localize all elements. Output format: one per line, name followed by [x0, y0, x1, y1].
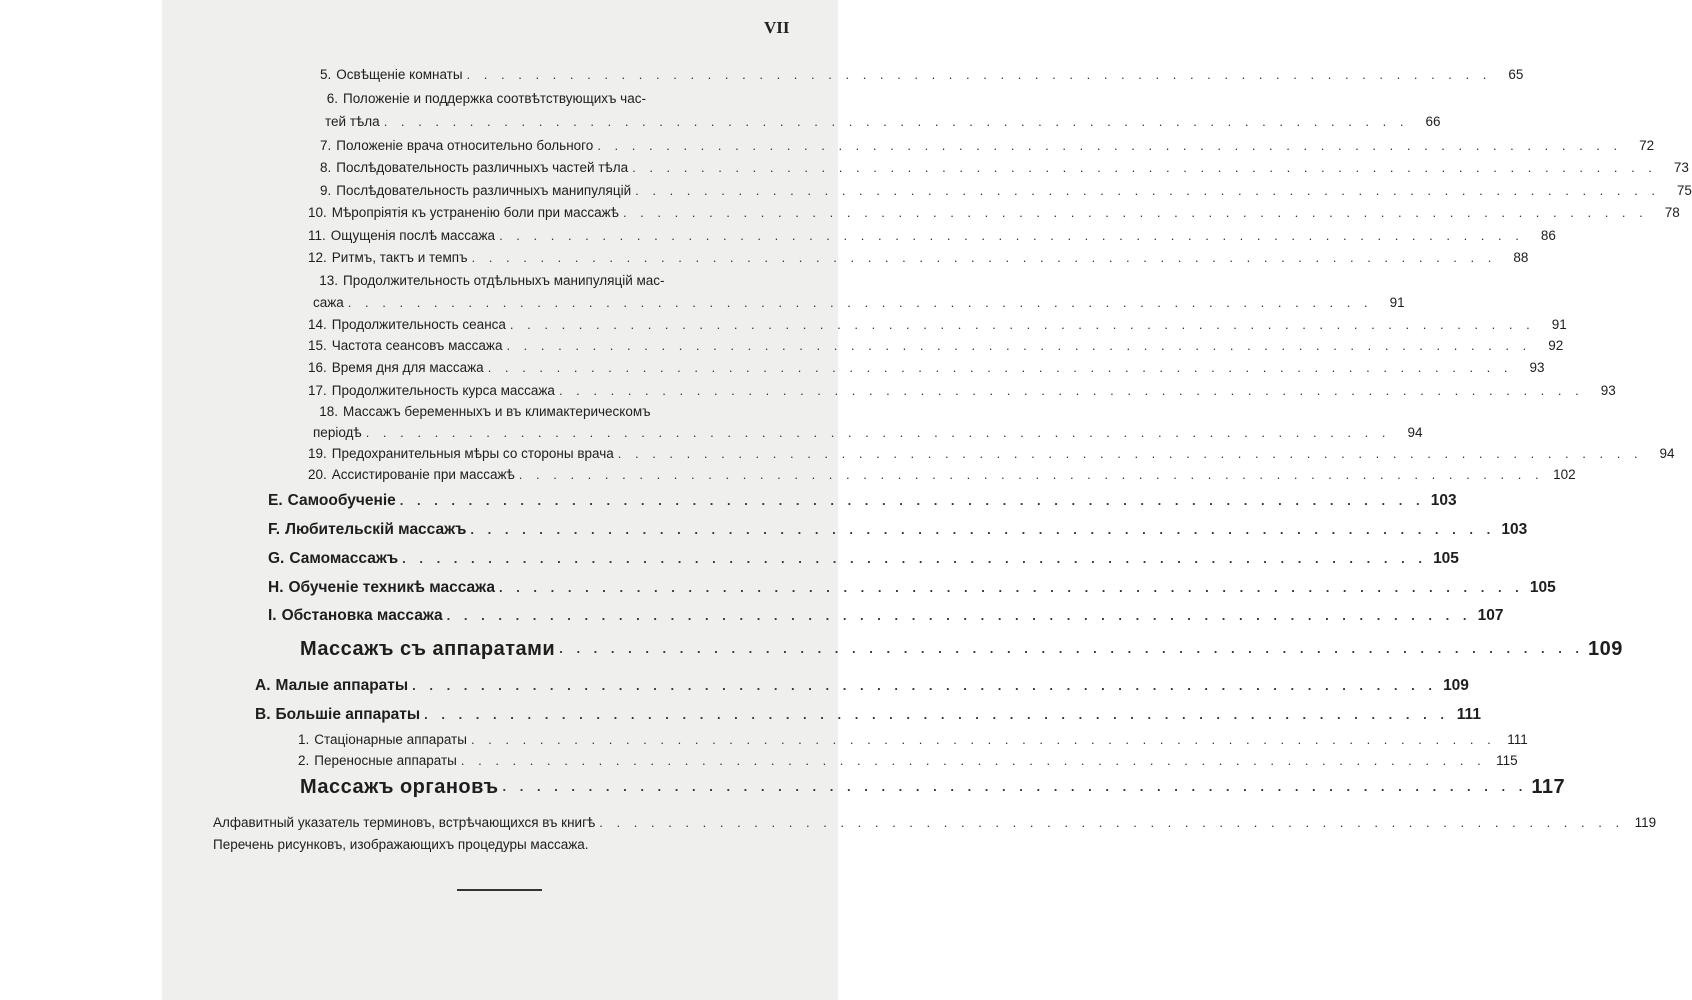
toc-entry-number: A. [255, 677, 271, 694]
dot-leader: . . . . . . . . . . . . . . . . . . . . . . . . . . . . . . . . . . . . . . . . . . . . . . . . . . . . . . . . . . . . [559, 641, 1585, 656]
toc-entry-page: 111 [1507, 732, 1528, 747]
toc-entry-title: Послѣдовательность различныхъ манипуляцій [336, 183, 632, 198]
toc-entry [308, 333, 1564, 355]
dot-leader: . . . . . . . . . . . . . . . . . . . . . . . . . . . . . . . . . . . . . . . . . . . . . . . . . . . . . . . . . . . . [487, 360, 1513, 375]
toc-entry-number: F. [268, 521, 281, 538]
toc-entry [308, 355, 1545, 377]
toc-entry-number: 20. [308, 467, 327, 482]
dot-leader: . . . . . . . . . . . . . . . . . . . . . . . . . . . . . . . . . . . . . . . . . . . . . . . . . . . . . . . . . . . . [471, 250, 1497, 265]
toc-entry-page: 103 [1501, 521, 1528, 538]
toc-entry [308, 312, 1567, 334]
dot-leader: . . . . . . . . . . . . . . . . . . . . . . . . . . . . . . . . . . . . . . . . . . . . . . . . . . . . . . . . . . . . [499, 228, 1524, 243]
dot-leader: . . . . . . . . . . . . . . . . . . . . . . . . . . . . . . . . . . . . . . . . . . . . . . . . . . . . . . . . . . . . [622, 205, 1648, 220]
dot-leader: . . . . . . . . . . . . . . . . . . . . . . . . . . . . . . . . . . . . . . . . . . . . . . . . . . . . . . . . . . . . [506, 338, 1532, 353]
toc-entry-title: тей тѣла [325, 114, 380, 129]
dot-leader: . . . . . . . . . . . . . . . . . . . . . . . . . . . . . . . . . . . . . . . . . . . . . . . . . . . . . . . . . . . . [502, 779, 1528, 794]
toc-entry-title: Массажъ съ аппаратами [300, 638, 556, 660]
dot-leader: . . . . . . . . . . . . . . . . . . . . . . . . . . . . . . . . . . . . . . . . . . . . . . . . . . . . . . . . . . . . [399, 493, 1425, 508]
toc-entry-page: 107 [1477, 607, 1504, 624]
toc-entry-number: 7. [320, 138, 332, 153]
toc-entry [308, 290, 1405, 312]
toc-entry-page: 92 [1548, 338, 1564, 353]
toc-entry [320, 133, 1655, 155]
toc-entry-title: Перечень рисунковъ, изображающихъ процедуры массажа. [213, 837, 589, 852]
toc-entry [308, 268, 785, 290]
dot-leader: . . . . . . . . . . . . . . . . . . . . . . . . . . . . . . . . . . . . . . . . . . . . . . . . . . . . . . . . . . . . [424, 707, 1449, 722]
toc-entry-title: Продолжительность курса массажа [331, 383, 555, 398]
toc-entry-title: Ритмъ, тактъ и темпъ [331, 250, 468, 265]
toc-entry-number: B. [255, 706, 271, 723]
toc-entry-title: Переносные аппараты [314, 753, 457, 768]
toc-entry-title: Самообученіе [287, 492, 396, 509]
closing-rule [457, 889, 542, 891]
dot-leader: . . . . . . . . . . . . . . . . . . . . . . . . . . . . . . . . . . . . . . . . . . . . . . . . . . . . . . . . . . . . [470, 522, 1496, 537]
toc-entry-page: 111 [1456, 706, 1481, 723]
toc-entry-number: 1. [298, 732, 310, 747]
toc-entry-title: Предохранительныя мѣры со стороны врача [331, 446, 614, 461]
toc-entry [308, 245, 1529, 267]
toc-entry-page: 93 [1600, 383, 1616, 398]
toc-entry [308, 441, 1675, 463]
toc-entry-page: 72 [1639, 138, 1655, 153]
toc-entry [308, 420, 1423, 442]
toc-entry-title: Обстановка массажа [281, 607, 443, 624]
toc-entry-page: 105 [1529, 579, 1556, 596]
page-number: VII [764, 18, 790, 37]
toc-entry-title: Послѣдовательность различныхъ частей тѣла [336, 160, 629, 175]
toc-entry-page: 109 [1443, 677, 1469, 694]
toc-entry-page: 88 [1513, 250, 1529, 265]
toc-entry-title: Освѣщеніе комнаты [336, 67, 463, 82]
toc-entry [255, 673, 1469, 695]
toc-entry-number: 18. [319, 404, 338, 419]
dot-leader: . . . . . . . . . . . . . . . . . . . . . . . . . . . . . . . . . . . . . . . . . . . . . . . . . . . . . . . . . . . . [446, 608, 1472, 623]
toc-entry [213, 832, 785, 854]
toc-entry-title: Ассистированіе при массажѣ [331, 467, 515, 482]
book-page [162, 0, 1692, 1000]
toc-entry-page: 102 [1553, 467, 1576, 482]
toc-entry [255, 702, 1481, 724]
dot-leader: . . . . . . . . . . . . . . . . . . . . . . . . . . . . . . . . . . . . . . . . . . . . . . . . . . . . . . . . . . . . [365, 425, 1391, 440]
toc-entry [298, 727, 1528, 749]
toc-entry-title: Стаціонарные аппараты [314, 732, 467, 747]
toc-entry-title: Продолжительность отдѣльныхъ манипуляцій мас- [343, 273, 665, 288]
toc-entry [320, 62, 1524, 84]
dot-leader: . . . . . . . . . . . . . . . . . . . . . . . . . . . . . . . . . . . . . . . . . . . . . . . . . . . . . . . . . . . . [347, 295, 1373, 310]
toc-entry-number: 14. [308, 317, 327, 332]
toc-entry-page: 105 [1433, 550, 1459, 567]
dot-leader: . . . . . . . . . . . . . . . . . . . . . . . . . . . . . . . . . . . . . . . . . . . . . . . . . . . . . . . . . . . . [635, 183, 1660, 198]
toc-entry [300, 636, 1623, 660]
toc-entry-page: 103 [1430, 492, 1457, 509]
dot-leader: . . . . . . . . . . . . . . . . . . . . . . . . . . . . . . . . . . . . . . . . . . . . . . . . . . . . . . . . . . . . [518, 467, 1544, 482]
toc-entry-title: Положеніе и поддержка соотвѣтствующихъ час- [343, 91, 646, 106]
toc-entry-number: 8. [320, 160, 332, 175]
dot-leader: . . . . . . . . . . . . . . . . . . . . . . . . . . . . . . . . . . . . . . . . . . . . . . . . . . . . . . . . . . . . [466, 67, 1492, 82]
toc-entry-number: 6. [326, 91, 338, 106]
toc-entry-number: 10. [308, 205, 327, 220]
toc-entry [320, 109, 1441, 131]
toc-entry [298, 748, 1518, 770]
toc-entry [268, 517, 1528, 539]
toc-entry-page: 78 [1664, 205, 1680, 220]
toc-entry-page: 75 [1676, 183, 1692, 198]
toc-entry-title: Большіе аппараты [275, 706, 421, 723]
toc-entry-title: Обученіе техникѣ массажа [288, 579, 495, 596]
toc-entry-page: 115 [1496, 753, 1518, 768]
toc-entry [268, 488, 1457, 510]
dot-leader: . . . . . . . . . . . . . . . . . . . . . . . . . . . . . . . . . . . . . . . . . . . . . . . . . . . . . . . . . . . . [509, 317, 1535, 332]
toc-entry-number: I. [268, 607, 277, 624]
dot-leader: . . . . . . . . . . . . . . . . . . . . . . . . . . . . . . . . . . . . . . . . . . . . . . . . . . . . . . . . . . . . [498, 580, 1524, 595]
toc-entry-number: 5. [320, 67, 332, 82]
toc-entry [213, 810, 1657, 832]
toc-entry-title: Малые аппараты [275, 677, 409, 694]
toc-entry-title: Любительскій массажъ [285, 521, 467, 538]
toc-entry-page: 93 [1529, 360, 1545, 375]
toc-entry-number: 11. [308, 228, 326, 243]
toc-entry [308, 200, 1680, 222]
toc-entry-number: 13. [319, 273, 338, 288]
toc-entry-number: H. [268, 579, 284, 596]
toc-entry [308, 399, 785, 421]
dot-leader: . . . . . . . . . . . . . . . . . . . . . . . . . . . . . . . . . . . . . . . . . . . . . . . . . . . . . . . . . . . . [599, 815, 1625, 830]
toc-entry-page: 91 [1551, 317, 1567, 332]
toc-entry-number: 2. [298, 753, 310, 768]
toc-entry [268, 575, 1556, 597]
toc-entry-title: Ощущенія послѣ массажа [330, 228, 496, 243]
toc-entry [268, 546, 1459, 568]
toc-entry-page: 65 [1508, 67, 1524, 82]
toc-entry-title: Массажъ органовъ [300, 776, 499, 798]
dot-leader: . . . . . . . . . . . . . . . . . . . . . . . . . . . . . . . . . . . . . . . . . . . . . . . . . . . . . . . . . . . . [383, 114, 1409, 129]
toc-entry [308, 462, 1576, 484]
toc-entry-title: Самомассажъ [289, 550, 399, 567]
dot-leader: . . . . . . . . . . . . . . . . . . . . . . . . . . . . . . . . . . . . . . . . . . . . . . . . . . . . . . . . . . . . [617, 446, 1643, 461]
toc-entry [308, 378, 1616, 400]
dot-leader: . . . . . . . . . . . . . . . . . . . . . . . . . . . . . . . . . . . . . . . . . . . . . . . . . . . . . . . . . . . . [412, 678, 1437, 693]
toc-entry-title: Время дня для массажа [331, 360, 484, 375]
toc-entry [268, 603, 1504, 625]
toc-entry-number: 16. [308, 360, 327, 375]
toc-entry-number: 15. [308, 338, 327, 353]
toc-entry-title: Продолжительность сеанса [331, 317, 506, 332]
toc-entry-number: 19. [308, 446, 327, 461]
toc-entry-page: 109 [1588, 638, 1623, 660]
toc-entry [320, 86, 785, 108]
toc-entry [308, 223, 1556, 245]
toc-entry-number: E. [268, 492, 283, 509]
dot-leader: . . . . . . . . . . . . . . . . . . . . . . . . . . . . . . . . . . . . . . . . . . . . . . . . . . . . . . . . . . . . [460, 753, 1486, 768]
toc-entry-page: 66 [1425, 114, 1441, 129]
toc-entry-number: G. [268, 550, 285, 567]
toc-entry-number: 9. [320, 183, 332, 198]
toc-entry-title: Частота сеансовъ массажа [331, 338, 503, 353]
toc-entry [300, 774, 1566, 798]
toc-entry-page: 91 [1389, 295, 1405, 310]
toc-entry-title: Мѣропріятія къ устраненію боли при массажѣ [331, 205, 619, 220]
dot-leader: . . . . . . . . . . . . . . . . . . . . . . . . . . . . . . . . . . . . . . . . . . . . . . . . . . . . . . . . . . . . [597, 138, 1623, 153]
dot-leader: . . . . . . . . . . . . . . . . . . . . . . . . . . . . . . . . . . . . . . . . . . . . . . . . . . . . . . . . . . . . [558, 383, 1584, 398]
toc-entry-page: 119 [1634, 815, 1657, 830]
dot-leader: . . . . . . . . . . . . . . . . . . . . . . . . . . . . . . . . . . . . . . . . . . . . . . . . . . . . . . . . . . . . [632, 160, 1657, 175]
toc-entry-number: 12. [308, 250, 327, 265]
dot-leader: . . . . . . . . . . . . . . . . . . . . . . . . . . . . . . . . . . . . . . . . . . . . . . . . . . . . . . . . . . . . [470, 732, 1496, 747]
toc-entry-title: Массажъ беременныхъ и въ климактерическомъ [343, 404, 651, 419]
toc-entry-page: 117 [1531, 776, 1566, 798]
toc-entry-title: періодѣ [313, 425, 362, 440]
toc-entry [320, 155, 1689, 177]
toc-entry-number: 17. [308, 383, 327, 398]
dot-leader: . . . . . . . . . . . . . . . . . . . . . . . . . . . . . . . . . . . . . . . . . . . . . . . . . . . . . . . . . . . . [402, 551, 1427, 566]
toc-entry-title: Алфавитный указатель терминовъ, встрѣчающихся въ книгѣ [213, 815, 596, 830]
toc-entry-page: 73 [1673, 160, 1689, 175]
toc-entry-page: 86 [1540, 228, 1556, 243]
toc-entry [320, 178, 1692, 200]
toc-entry-page: 94 [1659, 446, 1675, 461]
toc-entry-title: Положеніе врача относительно больного [336, 138, 594, 153]
toc-entry-title: сажа [313, 295, 344, 310]
toc-entry-page: 94 [1407, 425, 1423, 440]
